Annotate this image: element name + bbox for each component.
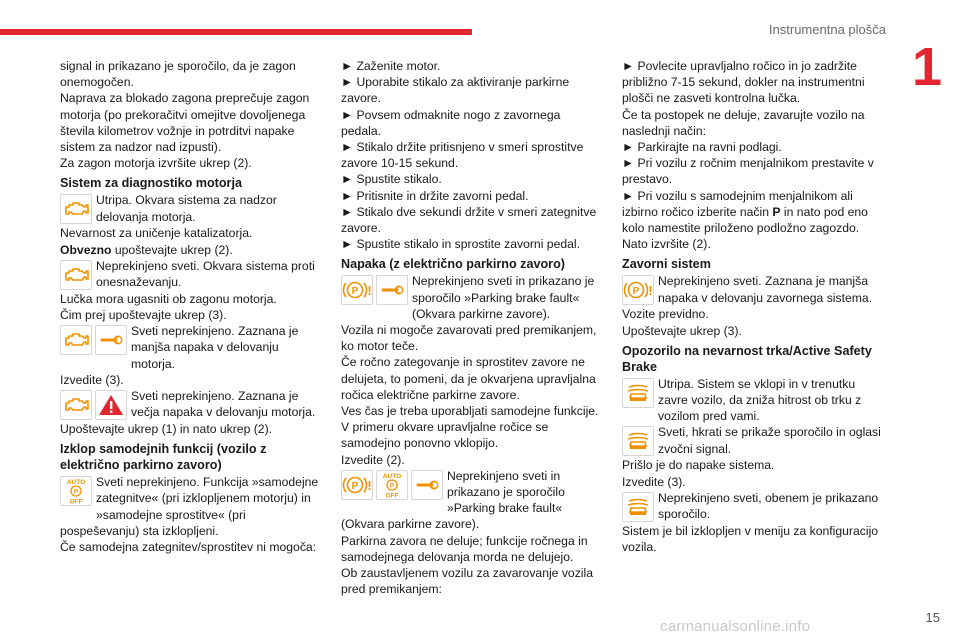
step: ► Stikalo držite pritisnjeno v smeri sprostitve zavore 10-15 sekund. [341, 140, 584, 171]
paragraph: signal in prikazano je sporočilo, da je zagon onemogočen. [60, 59, 296, 90]
paragraph: Za zagon motorja izvršite ukrep (2). [60, 156, 252, 171]
paragraph: Nato izvršite (2). [622, 237, 711, 252]
warning-block: Neprekinjeno sveti in prikazano je sporočilo »Parking brake fault« (Okvara parkirne zavore). [341, 273, 603, 322]
engine-icon [60, 390, 92, 420]
warning-block: Neprekinjeno sveti. Zaznana je manjša napaka v delovanju zavornega sistema. [622, 273, 884, 306]
column-2 [341, 58, 603, 598]
step: ► Zaženite motor. [341, 59, 441, 73]
section-title: Instrumentna plošča [768, 22, 886, 37]
paragraph: Vozila ni mogoče zavarovati pred premikanjem, ko motor teče. [341, 323, 597, 354]
auto-off-icon [60, 476, 92, 506]
heading-engine-diagnostics: Sistem za diagnostiko motorja [60, 176, 242, 191]
svg-text:P: P [389, 482, 395, 490]
paragraph: Parkirna zavora ne deluje; funkcije ročnega in samodejnega delovanja morda ne delujejo. [341, 533, 588, 564]
paragraph: Upoštevajte ukrep (3). [622, 323, 742, 338]
paragraph: Če ta postopek ne deluje, zavarujte vozilo na naslednji način: [622, 107, 865, 138]
collision-warning-icon [622, 378, 654, 408]
heading-parking-brake-fault: Napaka (z električno parkirno zavoro) [341, 257, 565, 272]
paragraph: Ob zaustavljenem vozilu za zavarovanje vozila pred premikanjem: [341, 566, 593, 597]
wrench-icon [376, 275, 408, 305]
wrench-icon [411, 470, 443, 500]
warning-block: Neprekinjeno sveti. Okvara sistema proti onesnaževanju. [60, 258, 322, 291]
paragraph: Nevarnost za uničenje katalizatorja. [60, 226, 253, 241]
svg-text:AUTO: AUTO [382, 472, 402, 480]
column-1 [60, 58, 322, 555]
step: ► Povlecite upravljalno ročico in jo zadržite približno 7-15 sekund, dokler na instrumentni plošči ne zasveti kontrolna lučka. [622, 59, 865, 106]
paragraph: Sistem je bil izklopljen v meniju za konfiguracijo vozila. [622, 523, 879, 555]
engine-icon [60, 325, 92, 355]
wrench-icon [95, 325, 127, 355]
parking-brake-warning-icon [341, 470, 373, 500]
paragraph: Vozite previdno. [622, 307, 709, 322]
paragraph: Prišlo je do napake sistema. [622, 458, 775, 473]
engine-icon [60, 194, 92, 224]
step: ► Spustite stikalo. [341, 172, 442, 187]
svg-text:OFF: OFF [385, 492, 399, 499]
step: ► Spustite stikalo in sprostite zavorni pedal. [341, 237, 581, 252]
svg-text:AUTO: AUTO [66, 479, 86, 487]
column-3 [622, 58, 884, 555]
heading-brake-system: Zavorni sistem [622, 257, 711, 272]
step: ► Pritisnite in držite zavorni pedal. [341, 188, 529, 203]
warning-block: Sveti neprekinjeno. Zaznana je manjša napaka v delovanju motorja. [60, 323, 322, 372]
collision-warning-icon [622, 492, 654, 522]
paragraph: Če ročno zategovanje in sprostitev zavore ne delujeta, to pomeni, da je okvarjena upravljalna ročica električne parkirne zavore. [341, 355, 596, 402]
step: ► Pri vozilu s samodejnim menjalnikom ali izbirno ročico izberite način P in nato pod eno kolo namestite priloženo podložno zagozdo. [622, 188, 868, 236]
warning-block: Neprekinjeno sveti, obenem je prikazano sporočilo. [622, 490, 884, 523]
step: ► Povsem odmaknite nogo z zavornega pedala. [341, 107, 561, 138]
paragraph: Lučka mora ugasniti ob zagonu motorja. [60, 291, 277, 306]
paragraph: Naprava za blokado zagona preprečuje zagon motorja (po prekoračitvi omejitve dovoljenega števila kilometrov vožnje in potrditvi napake sistem za nadzor nad izpusti). [60, 91, 310, 155]
watermark: carmanualsonline.info [660, 618, 811, 635]
paragraph: Izvedite (3). [60, 372, 124, 387]
warning-block: AUTO P OFF Neprekinjeno sveti in prikazano je sporočilo »Parking brake fault« (Okvara parkirne zavore). [341, 468, 565, 532]
paragraph: Upoštevajte ukrep (1) in nato ukrep (2). [60, 422, 273, 437]
chapter-number: 1 [911, 37, 943, 97]
header-accent-bar [0, 29, 472, 35]
step: ► Parkirajte na ravni podlagi. [622, 140, 782, 155]
auto-off-icon [376, 470, 408, 500]
heading-auto-functions-off: Izklop samodejnih funkcij (vozilo z električno parkirno zavoro) [60, 442, 267, 473]
svg-text:OFF: OFF [69, 498, 83, 506]
warning-block: AUTO P OFF Sveti neprekinjeno. Funkcija »samodejne zategnitve« (pri izklopljenem motorju) in »samodejne sprostitve« (pri pospeševanju) sta izklopljeni. [60, 475, 319, 538]
paragraph: Če samodejna zategnitev/sprostitev ni mogoča: [60, 540, 317, 555]
brake-warning-icon [622, 275, 654, 305]
engine-icon [60, 260, 92, 290]
warning-block: Sveti neprekinjeno. Zaznana je večja napaka v delovanju motorja. [60, 388, 322, 421]
paragraph: Izvedite (3). [622, 474, 686, 489]
heading-collision-warning: Opozorilo na nevarnost trka/Active Safety Brake [622, 343, 872, 374]
warning-triangle-icon [95, 390, 127, 420]
paragraph: Ves čas je treba uporabljati samodejne funkcije. V primeru okvare upravljalne ročice se samodejno ponovno vklopijo. [341, 404, 599, 451]
paragraph: Čim prej upoštevajte ukrep (3). [60, 308, 227, 323]
paragraph: Obvezno upoštevajte ukrep (2). [60, 242, 233, 257]
step: ► Pri vozilu z ročnim menjalnikom prestavite v prestavo. [622, 156, 874, 187]
warning-block: Sveti, hkrati se prikaže sporočilo in oglasi zvočni signal. [622, 424, 884, 457]
svg-text:P: P [73, 488, 79, 496]
step: ► Uporabite stikalo za aktiviranje parkirne zavore. [341, 75, 570, 106]
page-number: 15 [925, 610, 940, 625]
step: ► Stikalo dve sekundi držite v smeri zategnitve zavore. [341, 204, 597, 236]
collision-warning-icon [622, 426, 654, 456]
warning-block: Utripa. Okvara sistema za nadzor delovanja motorja. [60, 192, 322, 225]
warning-block: Utripa. Sistem se vklopi in v trenutku zavre vozilo, da zniža hitrost ob trku z vozilom pred vami. [622, 376, 884, 425]
parking-brake-warning-icon [341, 275, 373, 305]
paragraph: Izvedite (2). [341, 452, 405, 467]
